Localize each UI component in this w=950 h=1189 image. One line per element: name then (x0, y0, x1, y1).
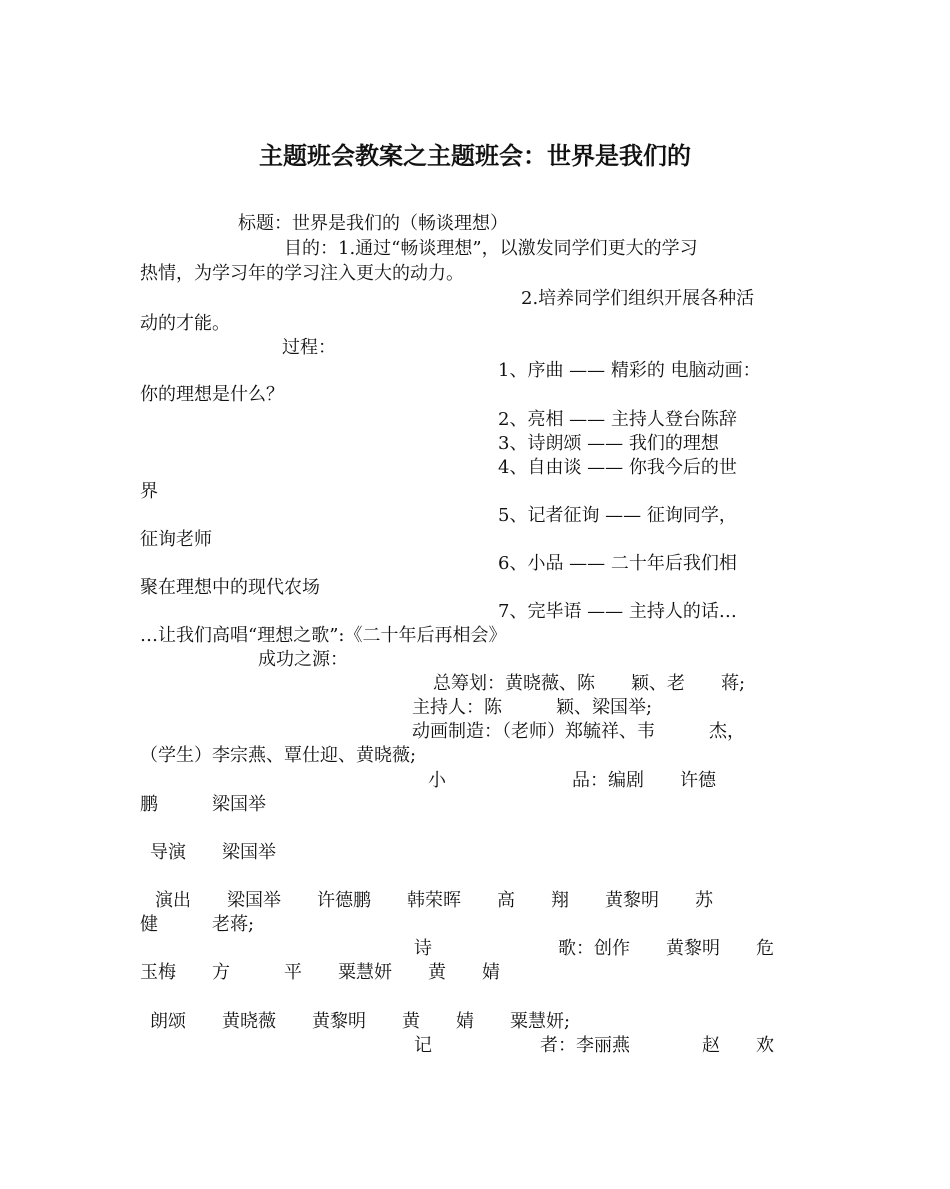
text-line: 过程： (282, 337, 336, 358)
text-line: 健 老蒋; (140, 914, 255, 935)
text-line: 热情，为学习年的学习注入更大的动力。 (140, 263, 464, 284)
text-line: 7、完毕语 —— 主持人的话… (498, 601, 737, 622)
text-line: 1、序曲 —— 精彩的 电脑动画： (498, 360, 761, 381)
text-line: 3、诗朗颂 —— 我们的理想 (498, 433, 719, 454)
text-line: 2.培养同学们组织开展各种活 (521, 288, 755, 309)
text-line: 导演 梁国举 (150, 842, 276, 863)
text-line: 你的理想是什么？ (140, 384, 284, 405)
text-line: 诗 歌：创作 黄黎明 危 (414, 938, 774, 959)
text-line: 目的：1.通过“畅谈理想”，以激发同学们更大的学习 (284, 238, 698, 259)
text-line: 聚在理想中的现代农场 (140, 577, 320, 598)
text-line: 5、记者征询 —— 征询同学， (498, 505, 737, 526)
text-line: 界 (140, 481, 158, 502)
text-line: 动画制造：（老师）郑毓祥、韦 杰， (412, 721, 745, 742)
text-line: 小 品：编剧 许德 (428, 770, 716, 791)
text-line: 6、小品 —— 二十年后我们相 (498, 553, 737, 574)
text-line: 鹏 梁国举 (140, 794, 266, 815)
page-title: 主题班会教案之主题班会：世界是我们的 (259, 142, 691, 170)
text-line: 演出 梁国举 许德鹏 韩荣晖 高 翔 黄黎明 苏 (155, 890, 713, 911)
text-line: 标题：世界是我们的（畅谈理想） (238, 213, 508, 234)
text-line: 玉梅 方 平 粟慧妍 黄 婧 (140, 962, 500, 983)
text-line: 动的才能。 (140, 313, 230, 334)
text-line: …让我们高唱“理想之歌”:《二十年后再相会》 (140, 625, 507, 646)
text-line: 4、自由谈 —— 你我今后的世 (498, 457, 737, 478)
text-line: （学生）李宗燕、覃仕迎、黄晓薇; (140, 745, 417, 766)
text-line: 2、亮相 —— 主持人登台陈辞 (498, 409, 737, 430)
text-line: 记 者：李丽燕 赵 欢 (414, 1035, 774, 1056)
text-line: 朗颂 黄晓薇 黄黎明 黄 婧 粟慧妍; (150, 1011, 571, 1032)
text-line: 成功之源： (258, 649, 348, 670)
text-line: 总筹划：黄晓薇、陈 颖、老 蒋; (433, 673, 746, 694)
text-line: 主持人：陈 颖、梁国举; (412, 697, 653, 718)
text-line: 征询老师 (140, 529, 212, 550)
